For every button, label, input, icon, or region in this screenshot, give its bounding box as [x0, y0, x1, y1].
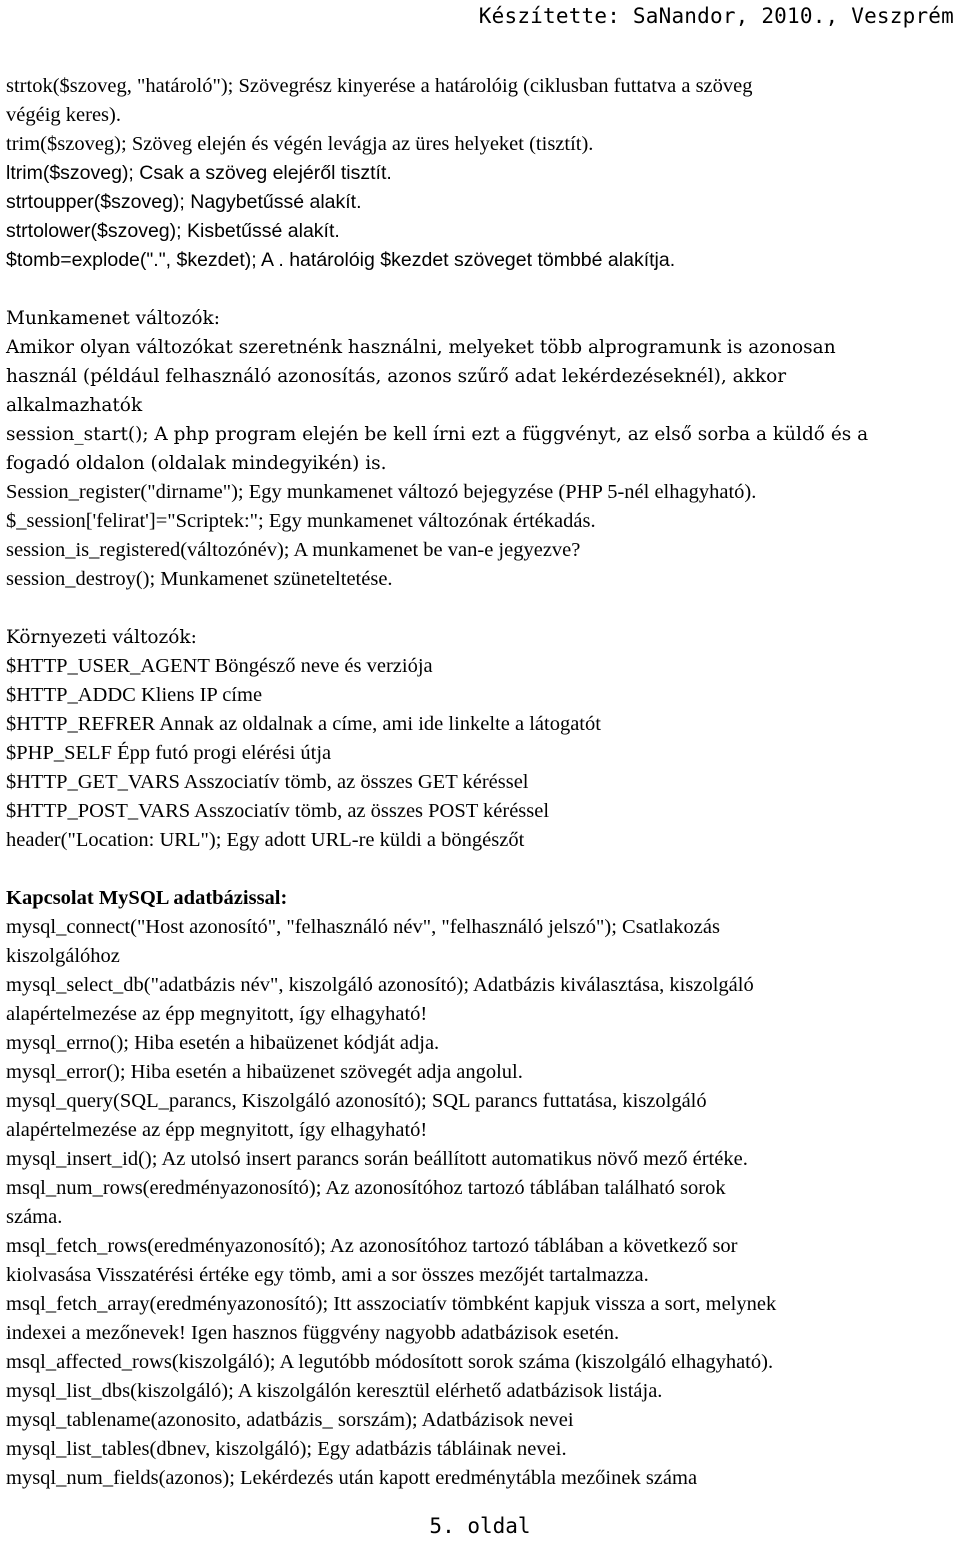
- text-line: $PHP_SELF Épp futó progi elérési útja: [6, 742, 332, 764]
- section-heading-mysql: Kapcsolat MySQL adatbázissal:: [6, 887, 288, 909]
- section-gap: [6, 855, 956, 884]
- section-heading-session: Munkamenet változók:: [6, 308, 220, 329]
- text-line: kiolvasása Visszatérési értéke egy tömb, ami a sor összes mezőjét tartalmazza.: [6, 1264, 649, 1286]
- text-line: fogadó oldalon (oldalak mindegyikén) is.: [6, 453, 387, 474]
- section-heading-env: Környezeti változók:: [6, 627, 197, 648]
- text-line: mysql_select_db("adatbázis név", kiszolgáló azonosító); Adatbázis kiválasztása, kiszolgáló: [6, 974, 754, 996]
- text-line: alapértelmezése az épp megnyitott, így elhagyható!: [6, 1003, 428, 1025]
- text-line: mysql_list_dbs(kiszolgáló); A kiszolgálón keresztül elérhető adatbázisok listája.: [6, 1380, 663, 1402]
- text-line: $_session['felirat']="Scriptek:"; Egy munkamenet változónak értékadás.: [6, 510, 596, 532]
- text-line: $tomb=explode(".", $kezdet); A . határolóig $kezdet szöveget tömbbé alakítja.: [6, 249, 676, 271]
- text-line: $HTTP_ADDC Kliens IP címe: [6, 684, 263, 706]
- text-line: száma.: [6, 1206, 63, 1228]
- section-strings: [6, 72, 956, 275]
- text-line: header("Location: URL"); Egy adott URL-re küldi a böngészőt: [6, 829, 525, 851]
- text-line: kiszolgálóhoz: [6, 945, 120, 967]
- text-line: mysql_list_tables(dbnev, kiszolgáló); Egy adatbázis tábláinak nevei.: [6, 1438, 567, 1460]
- text-line: session_start(); A php program elején be kell írni ezt a függvényt, az első sorba a küldő és a: [6, 424, 869, 445]
- text-line: mysql_num_fields(azonos); Lekérdezés után kapott eredménytábla mezőinek száma: [6, 1467, 698, 1489]
- text-line: mysql_connect("Host azonosító", "felhasználó név", "felhasználó jelszó"); Csatlakozás: [6, 916, 720, 938]
- text-line: trim($szoveg); Szöveg elején és végén levágja az üres helyeket (tisztít).: [6, 133, 594, 155]
- text-line: mysql_query(SQL_parancs, Kiszolgáló azonosító); SQL parancs futtatása, kiszolgáló: [6, 1090, 707, 1112]
- text-line: msql_num_rows(eredményazonosító); Az azonosítóhoz tartozó táblában található sorok: [6, 1177, 726, 1199]
- section-session: [6, 304, 956, 594]
- section-gap: [6, 594, 956, 623]
- text-line: $HTTP_POST_VARS Asszociatív tömb, az összes POST kéréssel: [6, 800, 550, 822]
- text-line: mysql_errno(); Hiba esetén a hibaüzenet kódját adja.: [6, 1032, 440, 1054]
- text-line: alkalmazhatók: [6, 395, 143, 416]
- text-line: $HTTP_REFRER Annak az oldalnak a címe, ami ide linkelte a látogatót: [6, 713, 601, 735]
- page-number: 5. oldal: [429, 1514, 531, 1538]
- text-line: végéig keres).: [6, 104, 121, 126]
- section-gap: [6, 275, 956, 304]
- text-line: msql_fetch_rows(eredményazonosító); Az azonosítóhoz tartozó táblában a következő sor: [6, 1235, 738, 1257]
- text-line: indexei a mezőnevek! Igen hasznos függvény nagyobb adatbázisok esetén.: [6, 1322, 620, 1344]
- document-body: [6, 72, 956, 1493]
- section-mysql: [6, 884, 956, 1493]
- text-line: mysql_error(); Hiba esetén a hibaüzenet szövegét adja angolul.: [6, 1061, 523, 1083]
- text-line: session_is_registered(változónév); A munkamenet be van-e jegyezve?: [6, 539, 581, 561]
- page-header-credit: Készítette: SaNandor, 2010., Veszprém: [478, 4, 954, 28]
- text-line: $HTTP_USER_AGENT Böngésző neve és verziója: [6, 655, 433, 677]
- text-line: msql_fetch_array(eredményazonosító); Itt asszociatív tömbként kapjuk vissza a sort, melynek: [6, 1293, 777, 1315]
- text-line: strtoupper($szoveg); Nagybetűssé alakít.: [6, 191, 362, 213]
- text-line: mysql_insert_id(); Az utolsó insert parancs során beállított automatikus növő mező értéke.: [6, 1148, 748, 1170]
- text-line: használ (például felhasználó azonosítás, azonos szűrő adat lekérdezéseknél), akkor: [6, 366, 787, 387]
- text-line: $HTTP_GET_VARS Asszociatív tömb, az összes GET kéréssel: [6, 771, 529, 793]
- text-line: msql_affected_rows(kiszolgáló); A legutóbb módosított sorok száma (kiszolgáló elhagyható).: [6, 1351, 774, 1373]
- text-line: alapértelmezése az épp megnyitott, így elhagyható!: [6, 1119, 428, 1141]
- text-line: strtolower($szoveg); Kisbetűssé alakít.: [6, 220, 340, 242]
- text-line: strtok($szoveg, "határoló"); Szövegrész kinyerése a határolóig (ciklusban futtatva a szöveg: [6, 75, 753, 97]
- text-line: mysql_tablename(azonosito, adatbázis_ sorszám); Adatbázisok nevei: [6, 1409, 574, 1431]
- text-line: Amikor olyan változókat szeretnénk használni, melyeket több alprogramunk is azonosan: [6, 337, 836, 358]
- text-line: ltrim($szoveg); Csak a szöveg elejéről tisztít.: [6, 162, 392, 184]
- text-line: Session_register("dirname"); Egy munkamenet változó bejegyzése (PHP 5-nél elhagyható).: [6, 481, 757, 503]
- section-env: [6, 623, 956, 855]
- text-line: session_destroy(); Munkamenet szüneteltetése.: [6, 568, 393, 590]
